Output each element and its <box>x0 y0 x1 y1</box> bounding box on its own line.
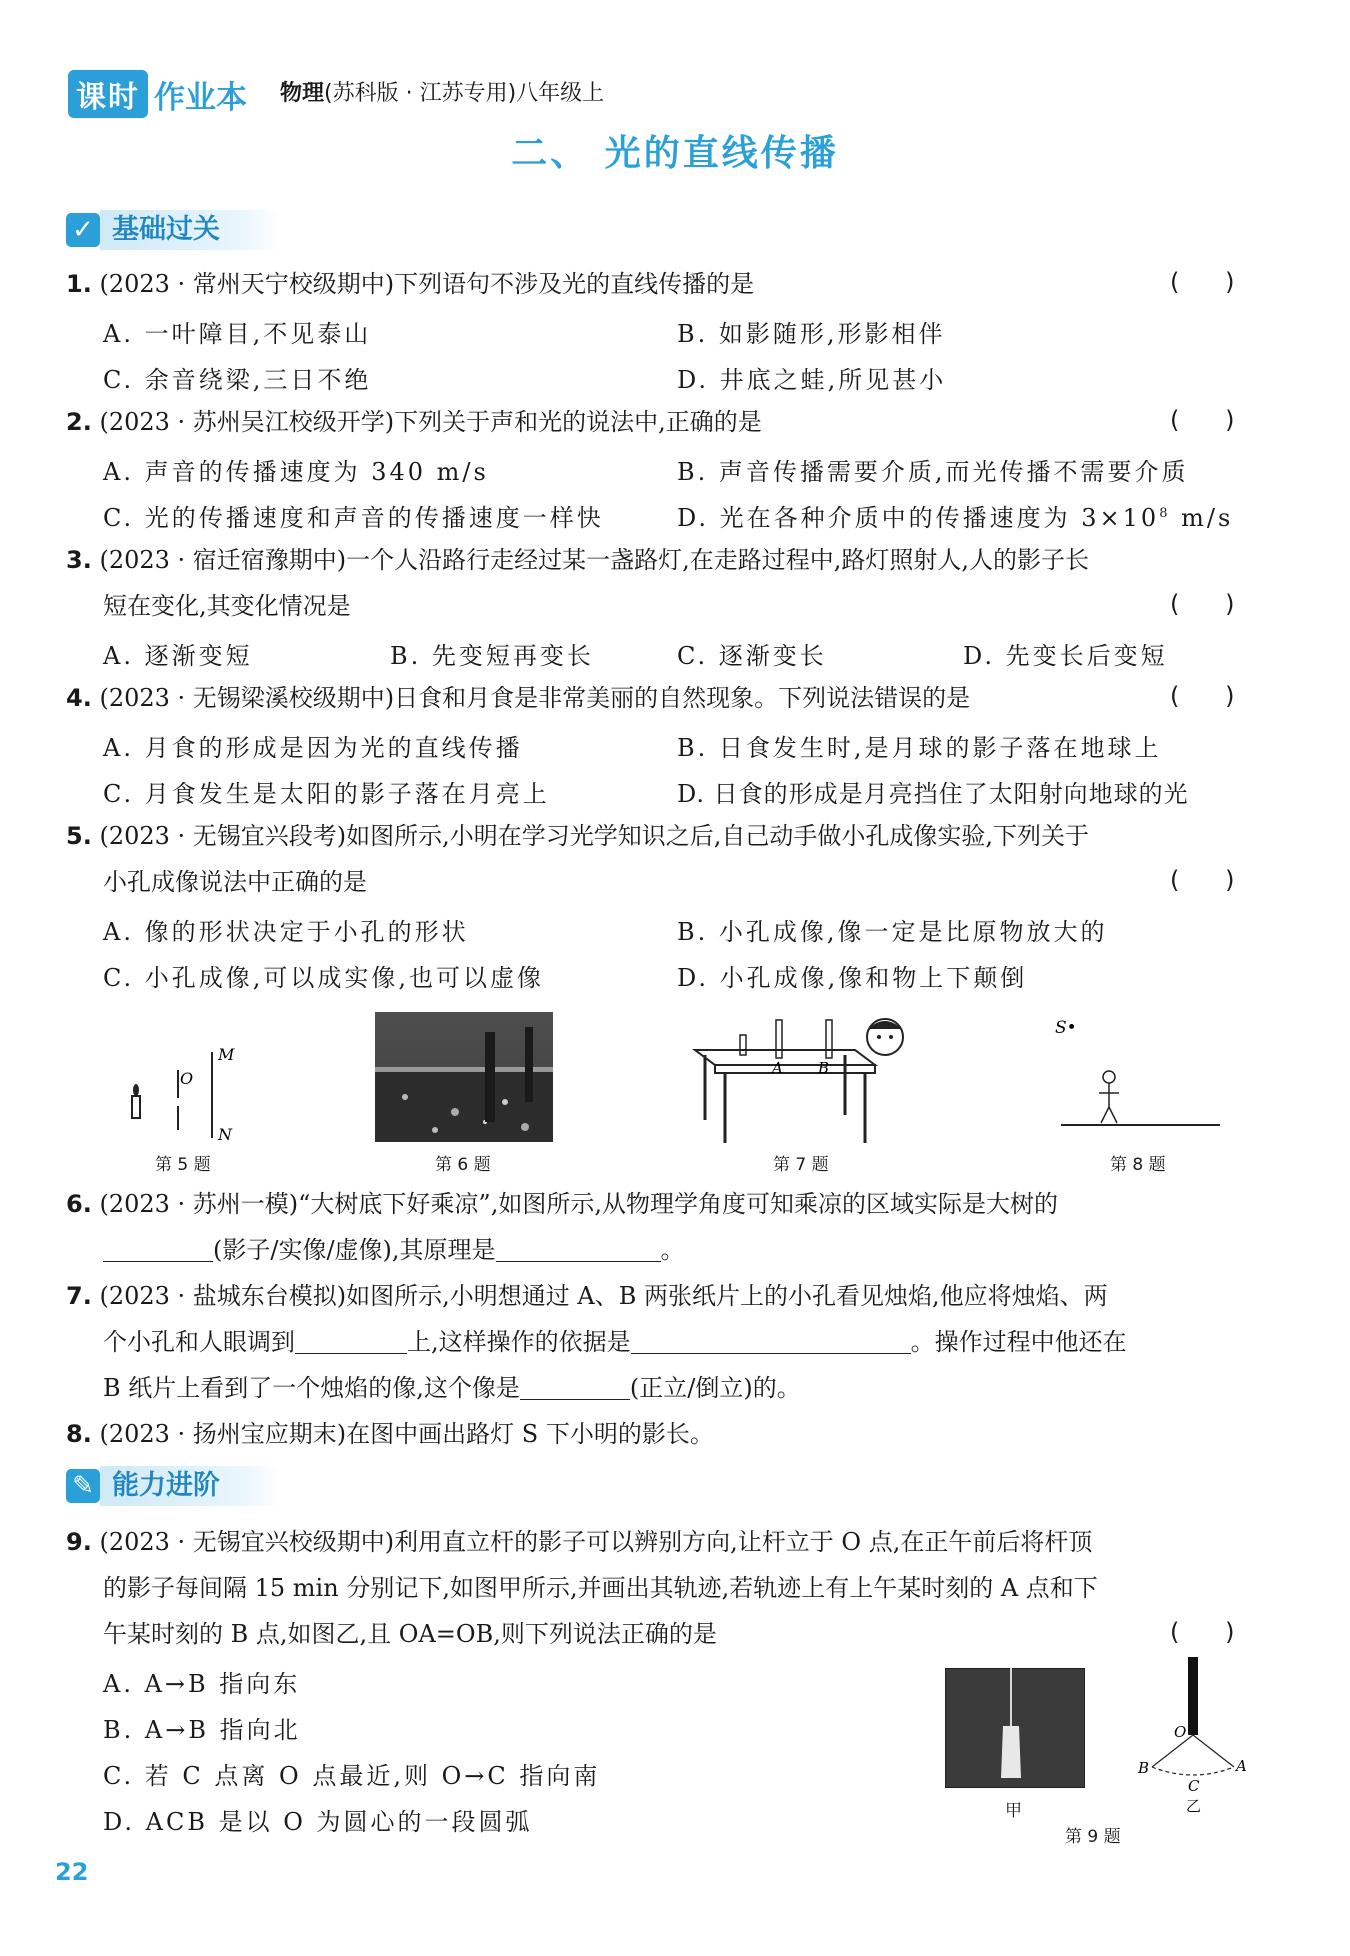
figure-8-caption: 第 8 题 <box>1110 1155 1166 1175</box>
figure-5-pinhole <box>120 1040 260 1150</box>
q3-option-c: C. 逐渐变长 <box>677 642 827 670</box>
q2-option-d: D. 光在各种介质中的传播速度为 $3\times 10^8$ m/s <box>677 504 1234 532</box>
q3-stem: 3. (2023 · 宿迁宿豫期中)一个人沿路行走经过某一盏路灯,在走路过程中,路灯照射人,人的影子长 <box>66 546 1090 574</box>
q6-stem-2: (影子/实像/虚像),其原理是 。 <box>103 1234 685 1266</box>
q5-option-b: B. 小孔成像,像一定是比原物放大的 <box>677 918 1108 946</box>
q7-stem: 7. (2023 · 盐城东台模拟)如图所示,小明想通过 A、B 两张纸片上的小孔看见烛焰,他应将烛焰、两 <box>66 1282 1108 1310</box>
q9-option-b: B. A→B 指向北 <box>103 1716 301 1744</box>
q9-stem-3: 午某时刻的 B 点,如图乙,且 OA=OB,则下列说法正确的是 <box>103 1620 717 1648</box>
q7-blank-2 <box>631 1329 911 1354</box>
figure-8-streetlight <box>1055 1015 1225 1145</box>
q5-stem: 5. (2023 · 无锡宜兴段考)如图所示,小明在学习光学知识之后,自己动手做小孔成像实验,下列关于 <box>66 822 1090 850</box>
section-basic-label: 基础过关 <box>100 210 280 250</box>
q7-stem-2: 个小孔和人眼调到 上,这样操作的依据是 。操作过程中他还在 <box>103 1328 1127 1356</box>
q4-option-a: A. 月食的形成是因为光的直线传播 <box>103 734 523 762</box>
q7-blank-1 <box>295 1329 407 1354</box>
svg-text:O: O <box>180 1069 194 1088</box>
q4-option-b: B. 日食发生时,是月球的影子落在地球上 <box>677 734 1162 762</box>
candle-icon <box>132 1096 140 1118</box>
section-advanced-label: 能力进阶 <box>100 1466 280 1506</box>
q3-option-b: B. 先变短再变长 <box>390 642 594 670</box>
q6-blank-2 <box>496 1237 661 1262</box>
q2-option-b: B. 声音传播需要介质,而光传播不需要介质 <box>677 458 1189 486</box>
svg-text:乙: 乙 <box>1186 1797 1202 1815</box>
subject-line <box>280 76 604 107</box>
q5-answer-paren: ( ) <box>1170 866 1235 894</box>
svg-text:S•: S• <box>1055 1018 1077 1038</box>
svg-text:N: N <box>218 1125 232 1144</box>
q7-stem-3: B 纸片上看到了一个烛焰的像,这个像是 (正立/倒立)的。 <box>103 1374 801 1402</box>
brand-text: 作业本 <box>154 79 247 116</box>
figure-6-tree-shade-photo <box>375 1012 553 1142</box>
q9-option-a: A. A→B 指向东 <box>103 1670 301 1698</box>
q3-answer-paren: ( ) <box>1170 590 1235 618</box>
figure-9-jia-photo <box>945 1668 1085 1788</box>
q5-option-c: C. 小孔成像,可以成实像,也可以虚像 <box>103 964 545 992</box>
q4-option-d: D. 日食的形成是月亮挡住了太阳射向地球的光 <box>677 780 1189 808</box>
q1-option-d: D. 井底之蛙,所见甚小 <box>677 366 947 394</box>
figure-6-caption: 第 6 题 <box>435 1155 491 1175</box>
candle-icon <box>740 1035 746 1055</box>
q5-stem-2: 小孔成像说法中正确的是 <box>103 868 367 896</box>
q9-option-d: D. ACB 是以 O 为圆心的一段圆弧 <box>103 1808 533 1836</box>
q9-option-c: C. 若 C 点离 O 点最近,则 O→C 指向南 <box>103 1762 601 1790</box>
q5-option-d: D. 小孔成像,像和物上下颠倒 <box>677 964 1028 992</box>
figure-5-caption: 第 5 题 <box>155 1155 211 1175</box>
brand-box: 课时 <box>68 70 148 118</box>
subject-name: 物理 <box>280 81 325 106</box>
q2-option-a: A. 声音的传播速度为 340 m/s <box>103 458 489 486</box>
figure-7-caption: 第 7 题 <box>773 1155 829 1175</box>
figure-9-jia-label: 甲 <box>1005 1801 1022 1821</box>
q3-option-a: A. 逐渐变短 <box>103 642 253 670</box>
checkbox-icon: ✓ <box>66 213 100 247</box>
page-title: 二、 光的直线传播 <box>511 133 839 174</box>
q1-stem: 1. (2023 · 常州天宁校级期中)下列语句不涉及光的直线传播的是 <box>66 270 755 298</box>
section-basic <box>66 210 280 250</box>
q2-answer-paren: ( ) <box>1170 406 1235 434</box>
section-advanced <box>66 1466 280 1506</box>
q7-blank-3 <box>520 1375 630 1400</box>
q9-stem-2: 的影子每间隔 15 min 分别记下,如图甲所示,并画出其轨迹,若轨迹上有上午某时刻的 A 点和下 <box>103 1574 1098 1602</box>
figure-7-table-experiment <box>690 1015 915 1145</box>
q2-stem: 2. (2023 · 苏州吴江校级开学)下列关于声和光的说法中,正确的是 <box>66 408 762 436</box>
figure-9-yi-diagram <box>1130 1655 1260 1815</box>
q3-option-d: D. 先变长后变短 <box>963 642 1168 670</box>
q2-option-c: C. 光的传播速度和声音的传播速度一样快 <box>103 504 604 532</box>
q4-option-c: C. 月食发生是太阳的影子落在月亮上 <box>103 780 550 808</box>
q4-stem: 4. (2023 · 无锡梁溪校级期中)日食和月食是非常美丽的自然现象。下列说法错误的是 <box>66 684 971 712</box>
q1-option-b: B. 如影随形,形影相伴 <box>677 320 946 348</box>
svg-text:A: A <box>772 1059 783 1077</box>
q6-blank-1 <box>103 1237 213 1262</box>
q5-option-a: A. 像的形状决定于小孔的形状 <box>103 918 469 946</box>
svg-text:B: B <box>818 1059 830 1077</box>
svg-text:M: M <box>218 1045 235 1064</box>
q6-stem: 6. (2023 · 苏州一模)“大树底下好乘凉”,如图所示,从物理学角度可知乘凉的区域实际是大树的 <box>66 1190 1058 1218</box>
page-number: 22 <box>55 1858 89 1886</box>
q9-answer-paren: ( ) <box>1170 1618 1235 1646</box>
q8-stem: 8. (2023 · 扬州宝应期末)在图中画出路灯 S 下小明的影长。 <box>66 1420 714 1448</box>
svg-text:O: O <box>1174 1723 1187 1741</box>
brand-logo <box>68 70 247 118</box>
svg-text:B: B <box>1138 1759 1150 1777</box>
q1-option-c: C. 余音绕梁,三日不绝 <box>103 366 372 394</box>
q3-stem-2: 短在变化,其变化情况是 <box>103 592 351 620</box>
q1-answer-paren: ( ) <box>1170 268 1235 296</box>
person-icon <box>1103 1071 1115 1083</box>
q1-option-a: A. 一叶障目,不见泰山 <box>103 320 372 348</box>
edition: (苏科版 · 江苏专用)八年级上 <box>324 81 605 106</box>
q9-stem: 9. (2023 · 无锡宜兴校级期中)利用直立杆的影子可以辨别方向,让杆立于 O 点,在正午前后将杆顶 <box>66 1528 1093 1556</box>
q4-answer-paren: ( ) <box>1170 682 1235 710</box>
svg-text:C: C <box>1188 1777 1200 1795</box>
svg-text:A: A <box>1236 1757 1247 1775</box>
pencil-icon: ✎ <box>66 1469 100 1503</box>
figure-9-caption: 第 9 题 <box>1065 1827 1121 1847</box>
